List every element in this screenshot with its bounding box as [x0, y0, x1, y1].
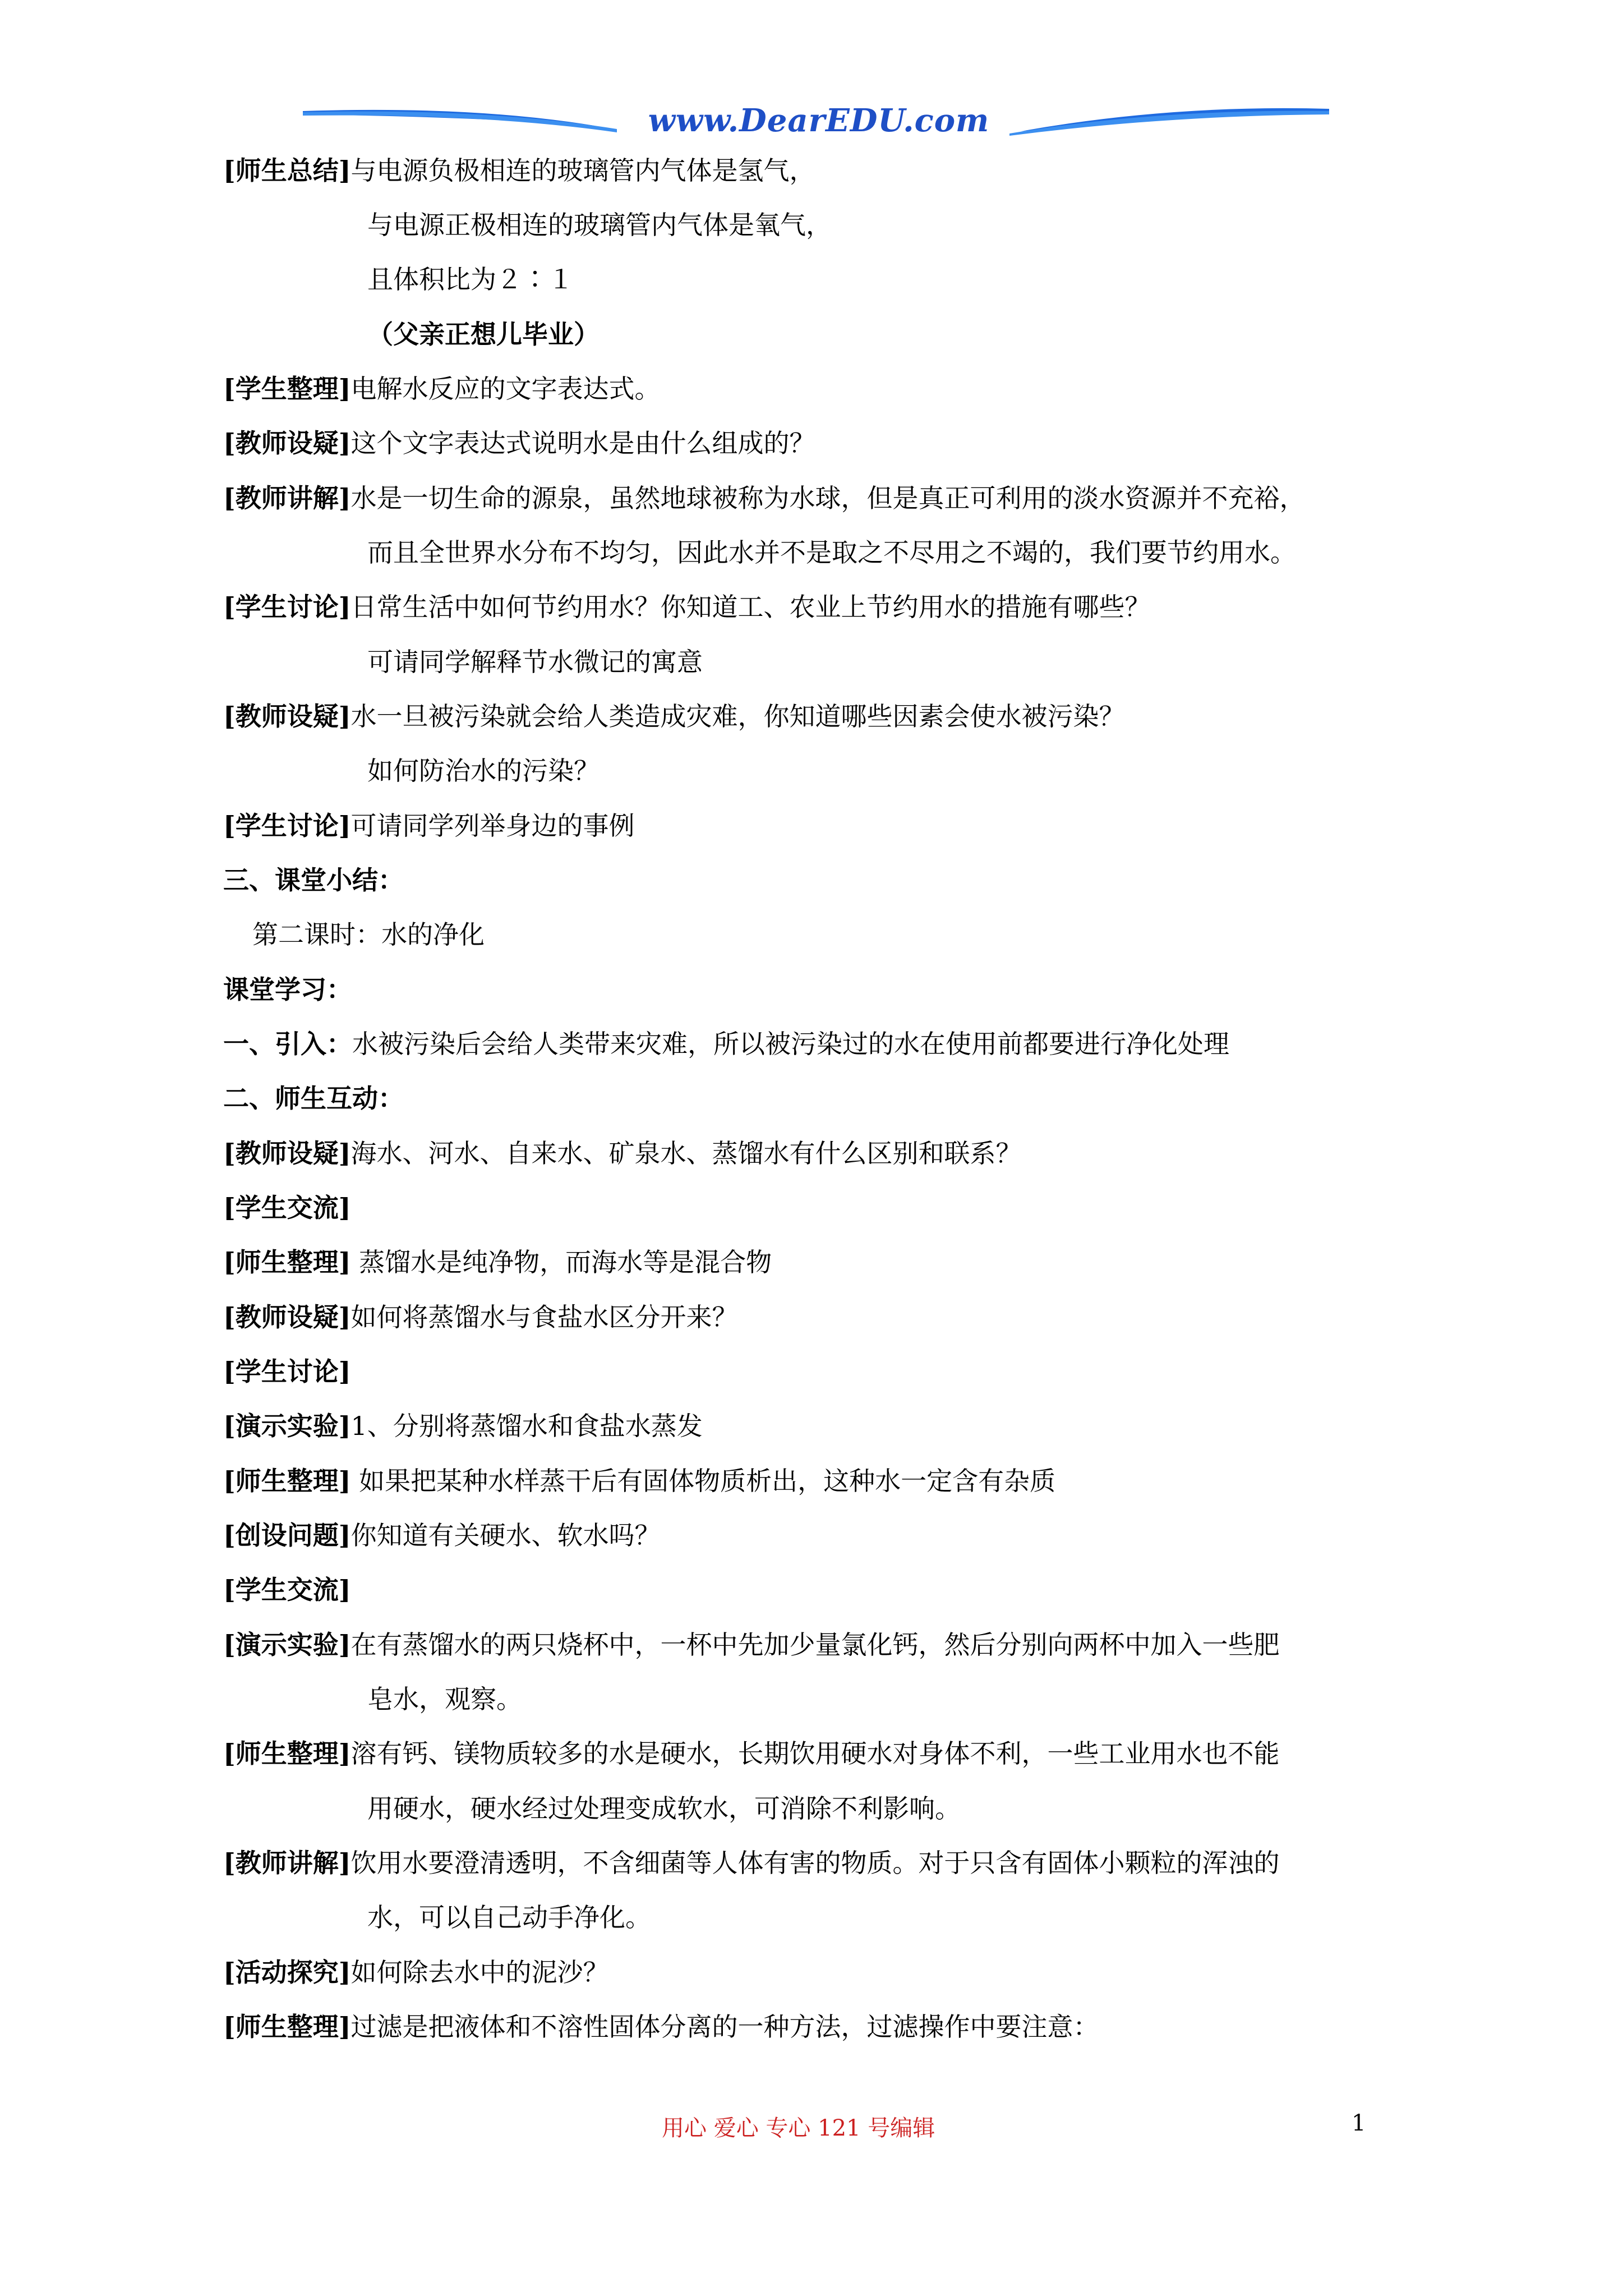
line-text: 如何除去水中的泥沙？: [351, 1957, 609, 1987]
line-text: 如果把某种水样蒸干后有固体物质析出，这种水一定含有杂质: [351, 1466, 1056, 1496]
text-line: [367, 263, 574, 296]
text-line: [223, 1245, 772, 1279]
line-text: 电解水反应的文字表达式。: [351, 374, 661, 404]
line-text: 可请同学列举身边的事例: [351, 811, 635, 841]
role-tag: [师生整理]: [223, 2012, 351, 2042]
text-line: [223, 1191, 351, 1225]
line-text: 水，可以自己动手净化。: [367, 1902, 651, 1932]
role-tag: [师生总结]: [223, 155, 351, 186]
text-line: [223, 1300, 738, 1334]
text-line: [223, 1846, 1280, 1880]
role-tag: [教师设疑]: [223, 428, 351, 458]
role-tag: [学生交流]: [223, 1575, 351, 1605]
text-line: [223, 1137, 1022, 1170]
line-text: 你知道有关硬水、软水吗？: [351, 1520, 661, 1550]
role-tag: [创设问题]: [223, 1520, 351, 1550]
text-line: [223, 372, 661, 406]
section-heading-text: 课堂学习：: [223, 974, 352, 1005]
text-line: [223, 2010, 1099, 2044]
line-text: 1、分别将蒸馏水和食盐水蒸发: [351, 1411, 703, 1441]
role-tag: [活动探究]: [223, 1957, 351, 1987]
text-line: [367, 1792, 961, 1825]
text-line: [223, 1519, 661, 1552]
text-line: [223, 426, 815, 460]
line-text: 而且全世界水分布不均匀，因此水并不是取之不尽用之不竭的，我们要节约用水。: [367, 537, 1296, 568]
line-text: 这个文字表达式说明水是由什么组成的？: [351, 428, 815, 458]
text-line: [367, 1682, 522, 1716]
text-line: [223, 481, 1306, 515]
role-tag: [学生交流]: [223, 1193, 351, 1223]
role-tag: [演示实验]: [223, 1411, 351, 1441]
role-tag: [师生整理]: [223, 1247, 351, 1277]
role-tag: [教师设疑]: [223, 1138, 351, 1168]
text-line: [223, 1355, 351, 1388]
role-tag: [师生整理]: [223, 1738, 351, 1769]
page-footer: 用心 爱心 专心 121 号编辑: [662, 2115, 935, 2141]
text-line: [223, 154, 815, 187]
line-text: 与电源正极相连的玻璃管内气体是氧气，: [367, 210, 832, 240]
section-heading: [223, 973, 352, 1006]
line-text: 水一旦被污染就会给人类造成灾难，你知道哪些因素会使水被污染？: [351, 701, 1125, 731]
role-tag: 一、引入：: [223, 1029, 352, 1059]
text-line: [223, 809, 635, 843]
line-text: 皂水，观察。: [367, 1684, 522, 1714]
text-line: [223, 1409, 703, 1443]
line-text: 如何将蒸馏水与食盐水区分开来？: [351, 1302, 738, 1332]
text-line: [252, 918, 485, 951]
line-text: 且体积比为２∶１: [367, 264, 574, 295]
line-text: 可请同学解释节水微记的寓意: [367, 647, 703, 677]
text-line: [223, 1628, 1280, 1662]
mnemonic-text: （父亲正想儿毕业）: [367, 319, 600, 349]
text-line: [223, 1464, 1055, 1498]
line-text: 过滤是把液体和不溶性固体分离的一种方法，过滤操作中要注意：: [351, 2012, 1099, 2042]
role-tag: [教师设疑]: [223, 1302, 351, 1332]
text-line: [367, 645, 703, 679]
line-text: 蒸馏水是纯净物，而海水等是混合物: [351, 1247, 772, 1277]
role-tag: [教师讲解]: [223, 483, 351, 513]
line-text: 溶有钙、镁物质较多的水是硬水，长期饮用硬水对身体不利，一些工业用水也不能: [351, 1738, 1280, 1769]
line-text: 海水、河水、自来水、矿泉水、蒸馏水有什么区别和联系？: [351, 1138, 1022, 1168]
role-tag: [教师设疑]: [223, 701, 351, 731]
text-line: [367, 318, 600, 351]
page-number: 1: [1352, 2110, 1366, 2136]
text-line: [223, 590, 1151, 624]
section-heading-text: 三、课堂小结：: [223, 865, 404, 895]
text-line: [367, 1901, 651, 1934]
text-line: [223, 1955, 609, 1989]
line-text: 如何防治水的污染？: [367, 756, 600, 786]
text-line: [223, 700, 1125, 733]
text-line: [367, 208, 832, 242]
role-tag: [学生讨论]: [223, 811, 351, 841]
role-tag: [学生讨论]: [223, 1356, 351, 1387]
section-heading-text: 二、师生互动：: [223, 1083, 404, 1114]
header-banner: [303, 100, 1329, 150]
line-text: 水被污染后会给人类带来灾难，所以被污染过的水在使用前都要进行净化处理: [352, 1029, 1229, 1059]
text-line: [223, 1027, 1229, 1061]
role-tag: [学生讨论]: [223, 592, 351, 622]
line-text: 用硬水，硬水经过处理变成软水，可消除不利影响。: [367, 1793, 961, 1824]
line-text: 与电源负极相连的玻璃管内气体是氢气，: [351, 155, 815, 186]
text-line: [223, 1737, 1280, 1770]
line-text: 日常生活中如何节约用水？你知道工、农业上节约用水的措施有哪些？: [351, 592, 1151, 622]
role-tag: [演示实验]: [223, 1630, 351, 1660]
role-tag: [师生整理]: [223, 1466, 351, 1496]
section-heading: [223, 1082, 404, 1115]
line-text: 饮用水要澄清透明，不含细菌等人体有害的物质。对于只含有固体小颗粒的浑浊的: [351, 1848, 1280, 1878]
text-line: [367, 754, 600, 788]
line-text: 在有蒸馏水的两只烧杯中，一杯中先加少量氯化钙，然后分别向两杯中加入一些肥: [351, 1630, 1280, 1660]
line-text: 水是一切生命的源泉，虽然地球被称为水球，但是真正可利用的淡水资源并不充裕，: [351, 483, 1306, 513]
role-tag: [教师讲解]: [223, 1848, 351, 1878]
text-line: [367, 536, 1296, 569]
section-heading: [223, 863, 404, 897]
text-line: [223, 1573, 351, 1607]
lesson-subtitle: 第二课时：水的净化: [252, 919, 485, 950]
role-tag: [学生整理]: [223, 374, 351, 404]
site-logo-text[interactable]: www.DearEDU.com: [648, 102, 990, 139]
